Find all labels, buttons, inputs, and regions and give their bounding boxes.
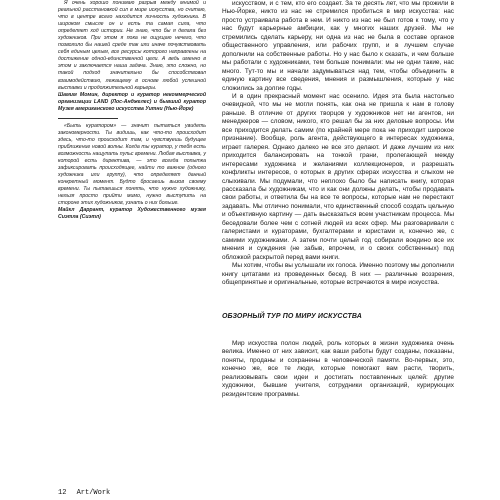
- section-heading: ОБЗОРНЫЙ ТУР ПО МИРУ ИСКУССТВА: [222, 313, 362, 321]
- quote-attribution: Шамим Момин, директор и куратор некоммерческой организации LAND (Лос-Анджелес) и бывший куратор Музея американского искусства Уитни (Нью-Йорк): [58, 91, 206, 112]
- page-number: 12: [58, 489, 67, 497]
- page-footer: [58, 489, 116, 497]
- body-paragraph: Мы хотим, чтобы вы услышали их голоса. Именно поэтому мы дополнили книгу цитатами из проведенных бесед. В них — различные воззрения, общепринятые и оригинальные, которые встречаются в мире искусства.: [222, 262, 454, 286]
- main-text-column: [222, 0, 454, 399]
- body-paragraph: И в один прекрасный момент нас осенило. Идея эта была настолько очевидной, что мы не могли понять, как она не пришла к нам в голову раньше. В отличие от других творцов у художников нет ни агентов, ни менеджеров — словом, никого, кто решал бы за них деловые вопросы. Им все приходится делать самим (по крайней мере пока не приходит широкое признание). Вообще, роль агента, действующего в интересах художника, играет галерея. Однако далеко не все это делают. И даже лучшим из них приходится балансировать на тонкой грани, пролегающей между интересами художника и желаниями коллекционеров, и разрешать конфликты интересов, о которых в других сферах искусства и слыхом не слыхивали. Мы подумали, что неплохо было бы написать книгу, которая рассказала бы художникам, что и как они должны делать, чтобы продавать свои работы, и ответила бы на все те вопросы, которые нам не перестают задавать. Мы отлично понимали, что единственный способ создать цельную и объективную картину — дать высказаться всем участникам процесса. Мы беседовали более чем с сотней людей из всех сфер. Мы разговаривали с галеристами и кураторами, бухгалтерами и юристами и, конечно же, с самими художниками. А затем почти целый год собирали воедино все их мнения и суждения (не забыв, впрочем, и о своих собственных) под обложкой раскрытой перед вами книги.: [222, 92, 454, 261]
- body-paragraph: Мир искусства полон людей, роль которых в жизни художника очень велика. Именно от них зависит, как ваши работы будут созданы, показаны, поняты, проданы и сохранены в человеческой памяти. Во-первых, это, конечно же, все те люди, которые помогают вам расти, творить, реализовывать свои идеи и достигать поставленных целей: другие художники, бывшие учителя, сотрудники организаций, курирующих резидентские программы.: [222, 339, 454, 398]
- quote-paragraph: Я очень хорошо понимаю разрыв между мнимой и реальной расстановкой сил в мире искусства, но считаю, что в центре всего находится личность художника. В широком смысле он и есть та самая сила, что определяет ход истории. Не знаю, что бы я делала без художников. При этом я пока не ощущаю нечего, что позволило бы нашей среде так или иначе почувствовать себя единым целым, все ресурсы которого направлены на достижение одной-единственной цели. А ведь именно в этом и заключается наша задача. Знаю, это сложно, но такой подход значительно бы способствовал взаимодействию, лежащему в основе любой успешной выставки и продолжительной карьеры.: [58, 0, 206, 91]
- quotes-sidebar: [58, 0, 206, 221]
- running-title: Art/Work: [76, 489, 111, 497]
- quote-divider: [58, 118, 118, 119]
- quote-attribution: Майкл Даррант, куратор Художественного музея Сиэтла (Сиэтл): [58, 207, 206, 221]
- body-paragraph: искусством, и с тем, кто его создает. За те десять лет, что мы прожили в Нью-Йорке, никто из нас не стремился пробиться в мир искусства: нас просто устраивала работа в нем. И никто из нас не был готов к тому, что у нас будут карьерные амбиции, как у многих наших друзей. Мы не стремились сделать карьеру, ни одна из нас не была в составе органов общественного управления, или рабочих групп, и в лучшем случае дополнили на собственные работы. Но у нас было к сказать, и чем больше мы работали с художниками, тем больше понимали: мы не одни такие, нас много. Тут-то мы и начали задумываться над тем, чтобы объединить в единую картину все сведения, мнения и размышления, которые у нас сложились за долгие годы.: [222, 0, 454, 92]
- quote-paragraph: «Быть куратором» — значит пытаться увидеть закономерности. Ты видишь, как что-то происходит здесь, что-то происходит там, и чувствуешь будущее приближение новой волны. Когда ты куратор, у тебя есть возможность нащупать пульс времени. Любая выставка, у которой есть директива, — это всегда попытка зафиксировать происходящее, найти то важное (одного художника или группу), что определяет данный конкретный момент. Будто бросаешь вызов своему времени. Ты пытаешься понять, что нужно художнику, нельзя просто прийти мимо, нужно выступить на стороне этих художников, узнать о них больше.: [58, 122, 206, 207]
